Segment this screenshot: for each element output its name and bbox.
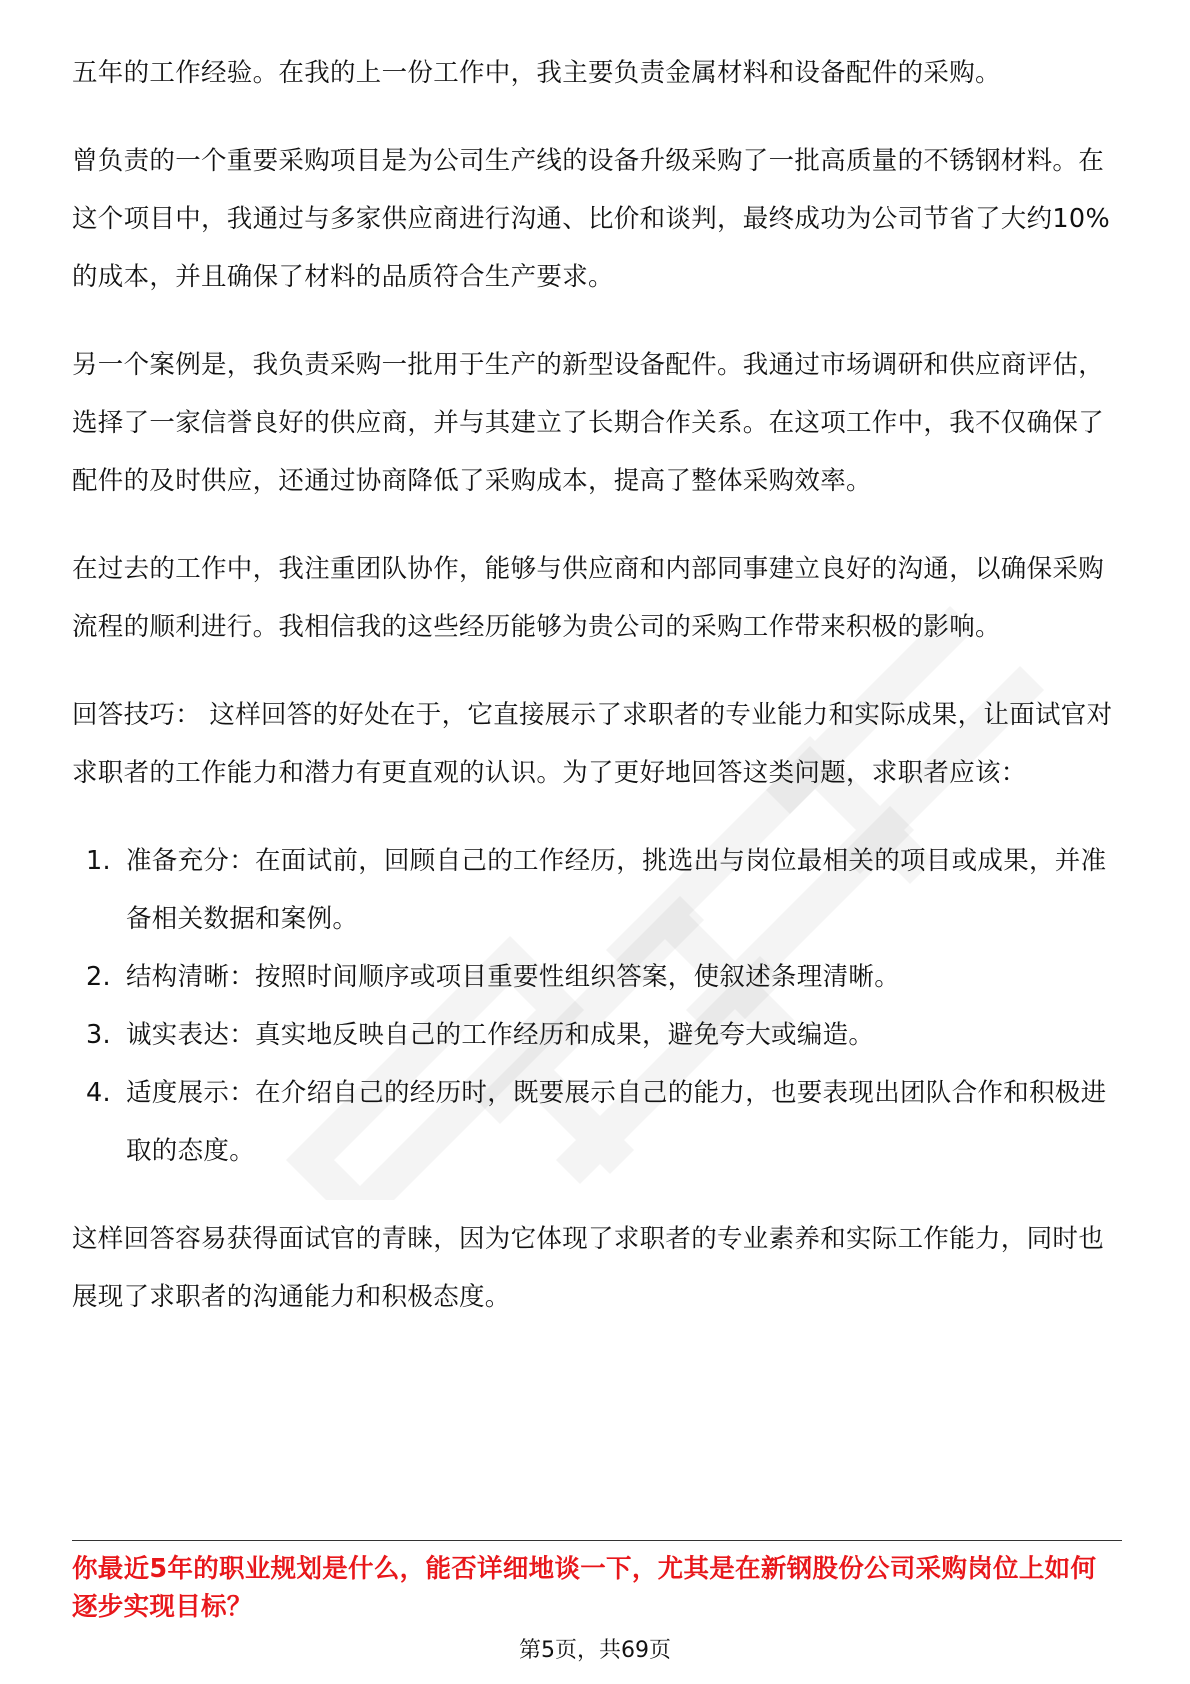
list-item (72, 948, 1122, 1006)
paragraph-equipment-parts-case: 另一个案例是，我负责采购一批用于生产的新型设备配件。我通过市场调研和供应商评估，选择了一家信誉良好的供应商，并与其建立了长期合作关系。在这项工作中，我不仅确保了配件的及时供应，还通过协商降低了采购成本，提高了整体采购效率。 (72, 350, 1105, 496)
list-item-text: 准备充分：在面试前，回顾自己的工作经历，挑选出与岗位最相关的项目或成果，并准备相关数据和案例。 (126, 846, 1107, 934)
list-item-number: 1. (86, 846, 111, 876)
document-body (72, 44, 1122, 1356)
paragraph-stainless-steel-project: 曾负责的一个重要采购项目是为公司生产线的设备升级采购了一批高质量的不锈钢材料。在这个项目中，我通过与多家供应商进行沟通、比价和谈判，最终成功为公司节省了大约10%的成本，并且确保了材料的品质符合生产要求。 (72, 146, 1110, 292)
list-item-text: 适度展示：在介绍自己的经历时，既要展示自己的能力，也要表现出团队合作和积极进取的态度。 (126, 1078, 1107, 1166)
list-item-text: 诚实表达：真实地反映自己的工作经历和成果，避免夸大或编造。 (126, 1020, 875, 1050)
list-item (72, 832, 1122, 948)
section-divider (72, 1540, 1122, 1541)
list-item (72, 1006, 1122, 1064)
list-item-number: 3. (86, 1020, 111, 1050)
list-item-number: 4. (86, 1078, 111, 1108)
paragraph-teamwork: 在过去的工作中，我注重团队协作，能够与供应商和内部同事建立良好的沟通，以确保采购流程的顺利进行。我相信我的这些经历能够为贵公司的采购工作带来积极的影响。 (72, 554, 1105, 642)
tips-list (72, 832, 1122, 1180)
paragraph-experience-intro: 五年的工作经验。在我的上一份工作中，我主要负责金属材料和设备配件的采购。 (72, 58, 1001, 88)
next-question-heading: 你最近5年的职业规划是什么，能否详细地谈一下，尤其是在新钢股份公司采购岗位上如何逐步实现目标？ (72, 1554, 1097, 1622)
list-item-text: 结构清晰：按照时间顺序或项目重要性组织答案，使叙述条理清晰。 (126, 962, 901, 992)
page-number-footer: 第5页，共69页 (519, 1638, 671, 1663)
paragraph-answer-tips: 回答技巧： 这样回答的好处在于，它直接展示了求职者的专业能力和实际成果，让面试官对求职者的工作能力和潜力有更直观的认识。为了更好地回答这类问题，求职者应该： (72, 700, 1113, 788)
list-item-number: 2. (86, 962, 111, 992)
paragraph-closing: 这样回答容易获得面试官的青睐，因为它体现了求职者的专业素养和实际工作能力，同时也展现了求职者的沟通能力和积极态度。 (72, 1224, 1105, 1312)
list-item (72, 1064, 1122, 1180)
